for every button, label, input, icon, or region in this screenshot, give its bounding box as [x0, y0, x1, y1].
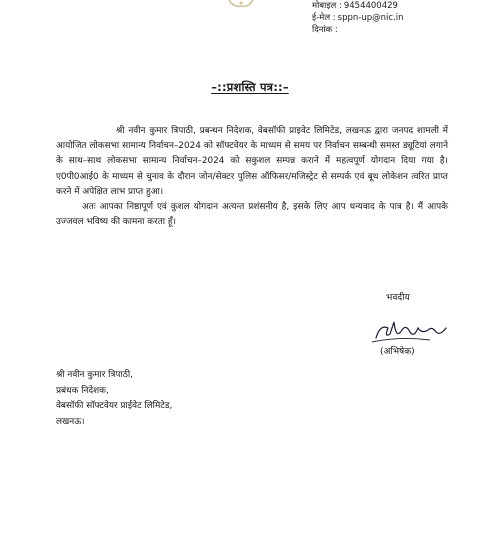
- address-line-2: प्रबंधक निदेशक,: [56, 385, 109, 396]
- letter-body: [56, 124, 448, 230]
- contact-block: [312, 0, 404, 36]
- signatory-name: (अभिषेक): [380, 347, 415, 357]
- date-label: दिनांक :: [312, 25, 338, 35]
- mobile-label: मोबाइल :: [312, 1, 342, 11]
- mobile-value: 9454400429: [343, 1, 398, 11]
- closing-salutation: भवदीय: [386, 293, 410, 303]
- body-paragraph-2: अतः आपका निष्ठापूर्ण एवं कुशल योगदान अत्यन्त प्रशंसनीय है, इसके लिए आप धन्यवाद के पात्र है। मैं आपके उज्जवल भविष्य की कामना करता हूँ।: [56, 202, 448, 228]
- email-row: [312, 12, 404, 24]
- title-text: –::प्रशस्ति पत्र::–: [211, 80, 289, 94]
- email-value: sppn-up@nic.in: [337, 13, 404, 23]
- address-line-1: श्री नवीन कुमार त्रिपाठी,: [56, 370, 133, 380]
- document-title: [0, 80, 500, 95]
- address-line-4: लखनऊ।: [56, 416, 85, 427]
- mobile-row: [312, 0, 404, 12]
- email-label: ई-मेल :: [312, 13, 336, 23]
- body-paragraph-1: श्री नवीन कुमार त्रिपाठी, प्रबन्धन निदेशक, वेबसॉफी प्राइवेट लिमिटेड, लखनऊ द्वारा जनपद शामली में आयोजित लोकसभा सामान्य निर्वाचन–2024 को सॉफ्टवेयर के माध्यम से समय पर निर्वाचन सम्बन्धी समस्त ड्यूटियां लगाने के साथ–साथ लोकसभा सामान्य निर्वाचन–2024 को सकुशल सम्पन्न कराने में महत्वपूर्ण योगदान दिया गया है। ए0पी0आई0 के माध्यम से चुनाव के दौरान जोन/सेक्टर पुलिस ऑफिसर/मजिस्ट्रेट से सम्पर्क एवं बूथ लोकेशन त्वरित प्राप्त करने में अपेक्षित लाभ प्राप्त हुआ।: [56, 126, 448, 197]
- address-line-3: वेबसॉफी सॉफ्टवेयर प्राईवेट लिमिटेड,: [56, 401, 173, 411]
- recipient-address: [56, 368, 172, 430]
- date-row: [312, 24, 404, 36]
- emblem-icon: [226, 0, 256, 8]
